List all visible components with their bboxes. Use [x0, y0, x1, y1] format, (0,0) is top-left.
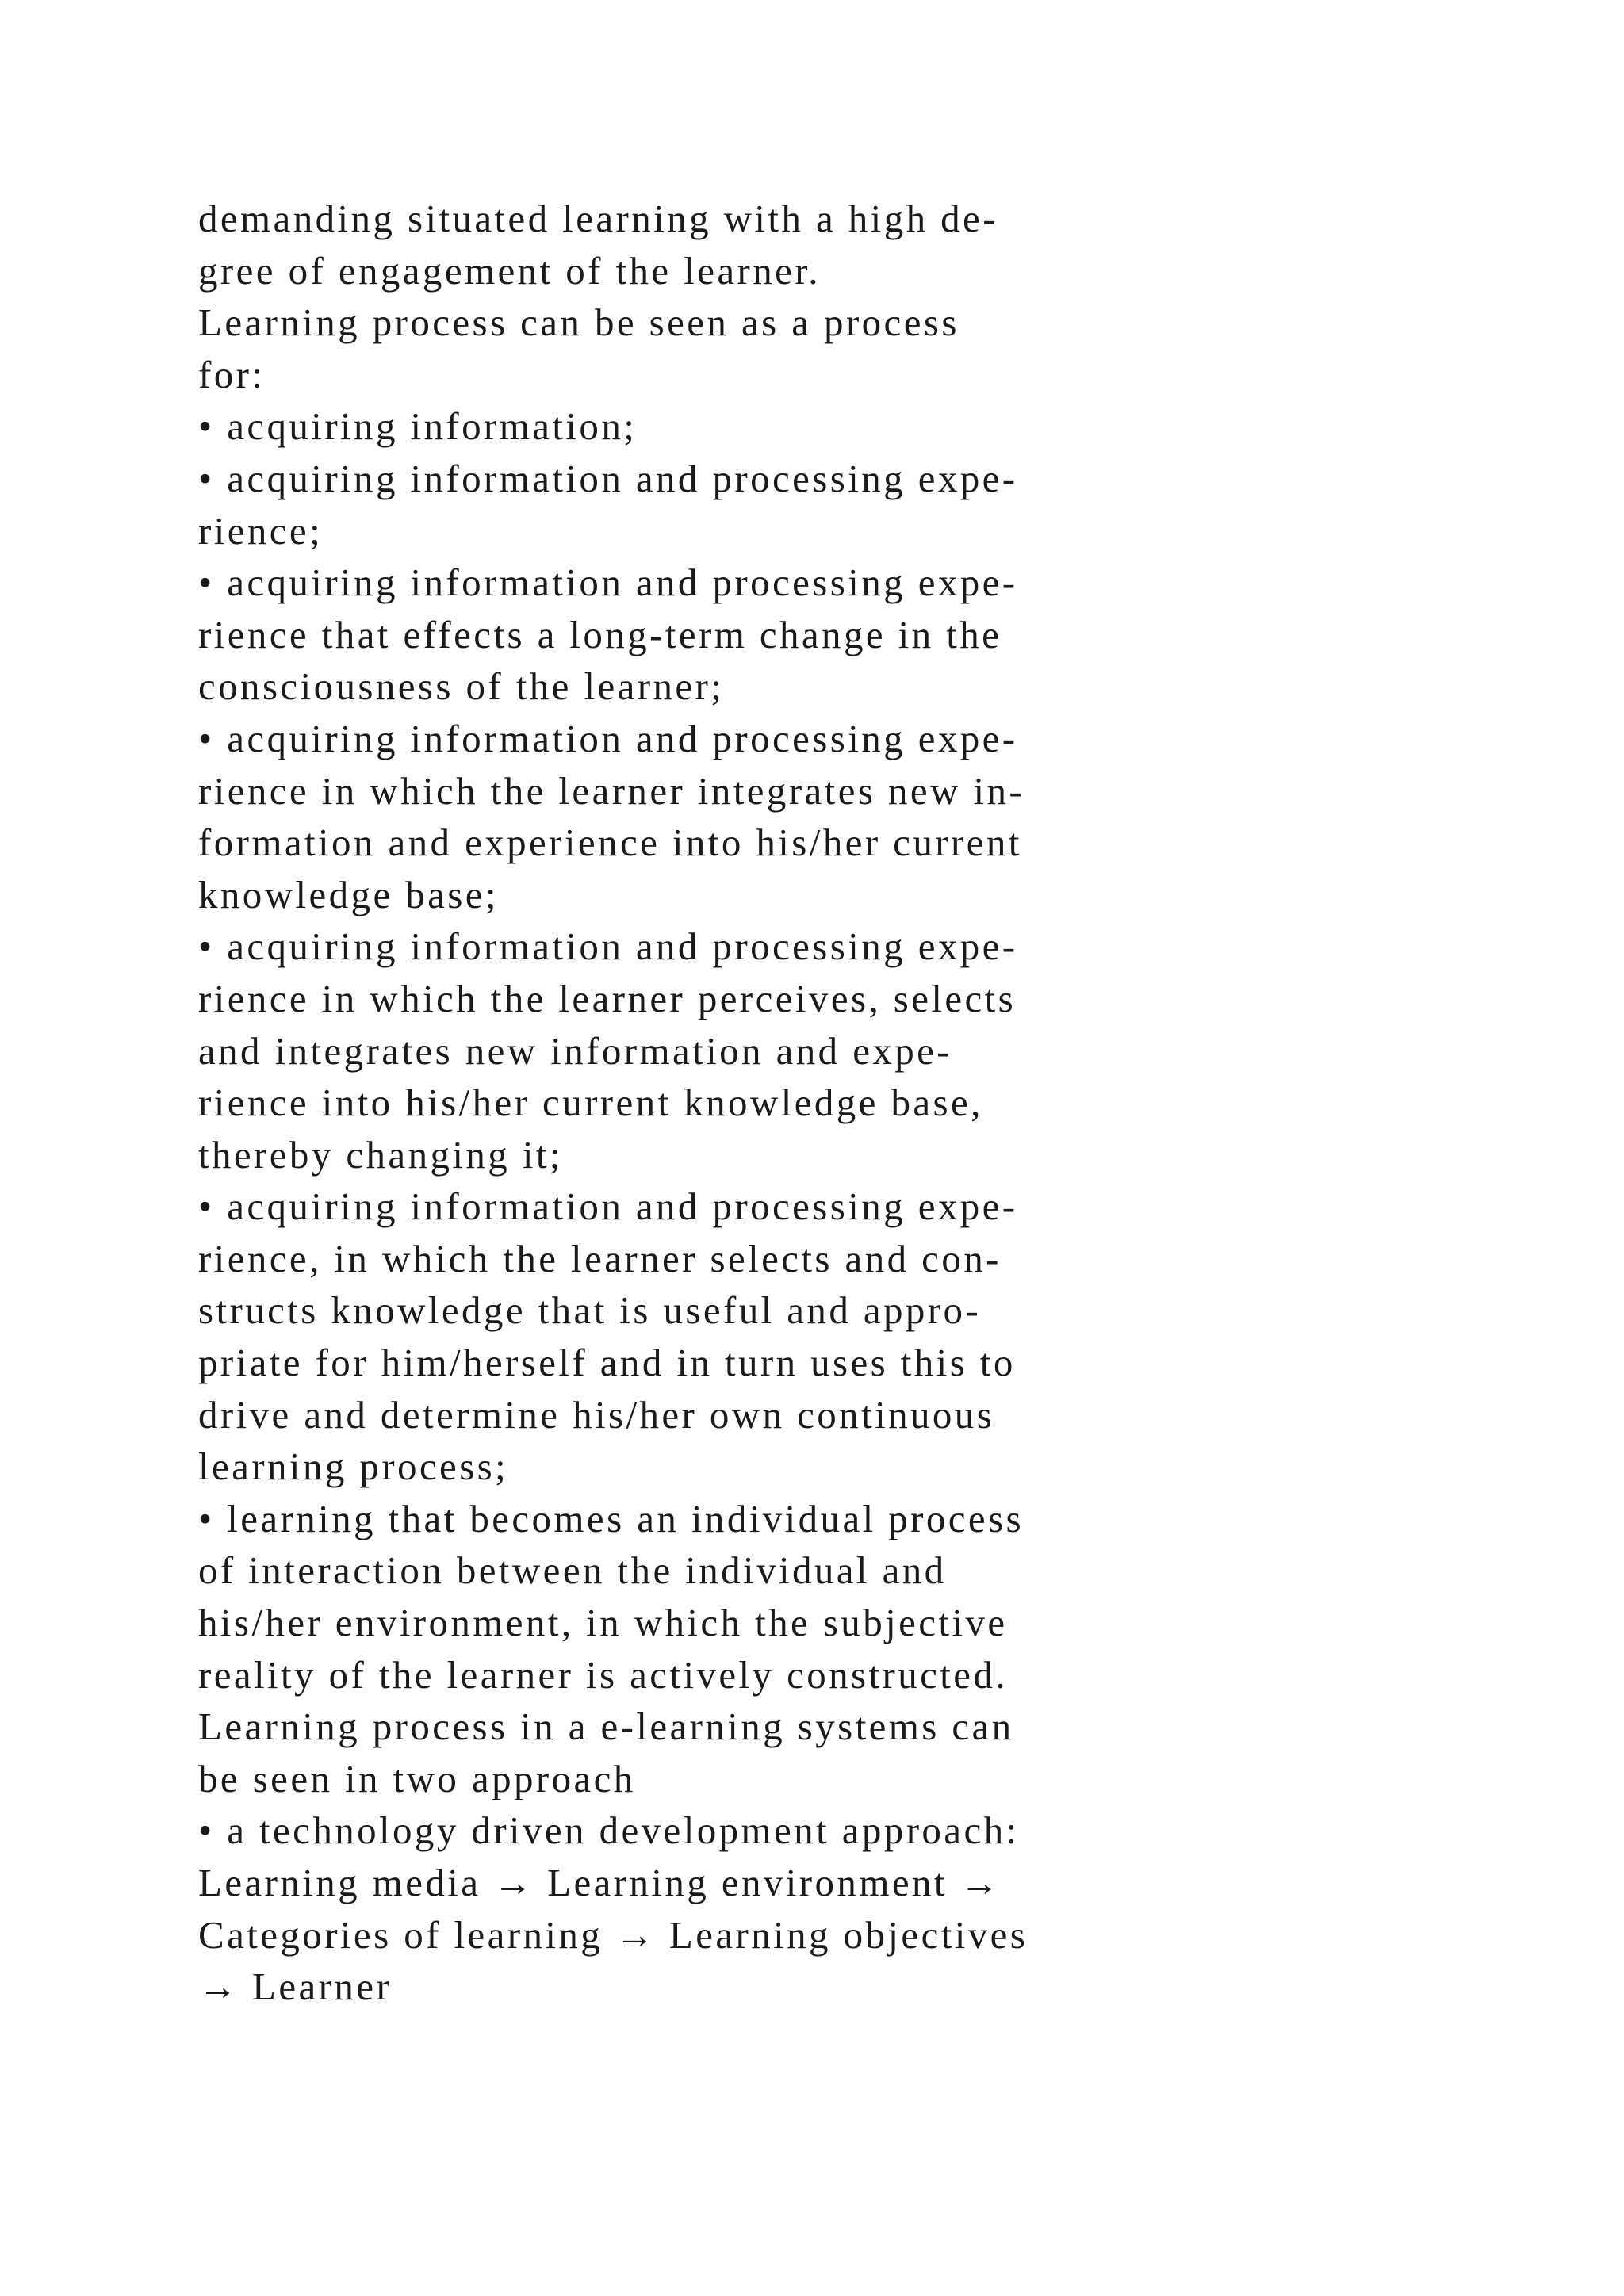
text-line: rience that effects a long-term change in the	[198, 612, 1002, 656]
text-line: his/her environment, in which the subjective	[198, 1601, 1008, 1645]
text-line: be seen in two approach	[198, 1756, 636, 1800]
text-line: rience into his/her current knowledge base,	[198, 1081, 983, 1125]
bullet-line: • acquiring information;	[198, 404, 638, 449]
text-line: thereby changing it;	[198, 1132, 563, 1177]
text-line: and integrates new information and expe-	[198, 1028, 953, 1073]
text-line: reality of the learner is actively constructed.	[198, 1652, 1009, 1697]
bullet-line: • acquiring information and processing expe-	[198, 1184, 1018, 1229]
bullet-line: • acquiring information and processing expe-	[198, 456, 1018, 500]
text-line: demanding situated learning with a high de-	[198, 197, 998, 240]
text-line: learning process;	[198, 1445, 509, 1489]
text-line: priate for him/herself and in turn uses this to	[198, 1341, 1016, 1385]
bullet-line: • a technology driven development approach:	[198, 1808, 1020, 1853]
text-line: Learning process can be seen as a process	[198, 300, 959, 345]
body-text	[198, 193, 1134, 2013]
text-line: rience, in which the learner selects and con-	[198, 1236, 1002, 1280]
text-line: Learning media → Learning environment →	[198, 1861, 1002, 1904]
bullet-line: • acquiring information and processing expe-	[198, 561, 1018, 605]
text-line: consciousness of the learner;	[198, 664, 725, 709]
bullet-line: • acquiring information and processing expe-	[198, 716, 1018, 760]
text-line: rience;	[198, 508, 324, 553]
text-line: of interaction between the individual and	[198, 1548, 947, 1593]
text-line: knowledge base;	[198, 872, 499, 916]
text-line: drive and determine his/her own continuous	[198, 1392, 995, 1437]
text-line: Categories of learning → Learning objectives	[198, 1912, 1028, 1957]
bullet-line: • learning that becomes an individual process	[198, 1496, 1025, 1540]
text-line: formation and experience into his/her current	[198, 821, 1022, 865]
text-line: rience in which the learner perceives, selects	[198, 976, 1017, 1020]
text-line: rience in which the learner integrates new in-	[198, 768, 1025, 813]
text-line: → Learner	[198, 1965, 393, 2009]
text-line: Learning process in a e-learning systems can	[198, 1705, 1014, 1749]
text-line: structs knowledge that is useful and appro-	[198, 1288, 982, 1333]
text-line: for:	[198, 352, 266, 396]
text-line: gree of engagement of the learner.	[198, 248, 821, 293]
bullet-line: • acquiring information and processing expe-	[198, 924, 1018, 969]
